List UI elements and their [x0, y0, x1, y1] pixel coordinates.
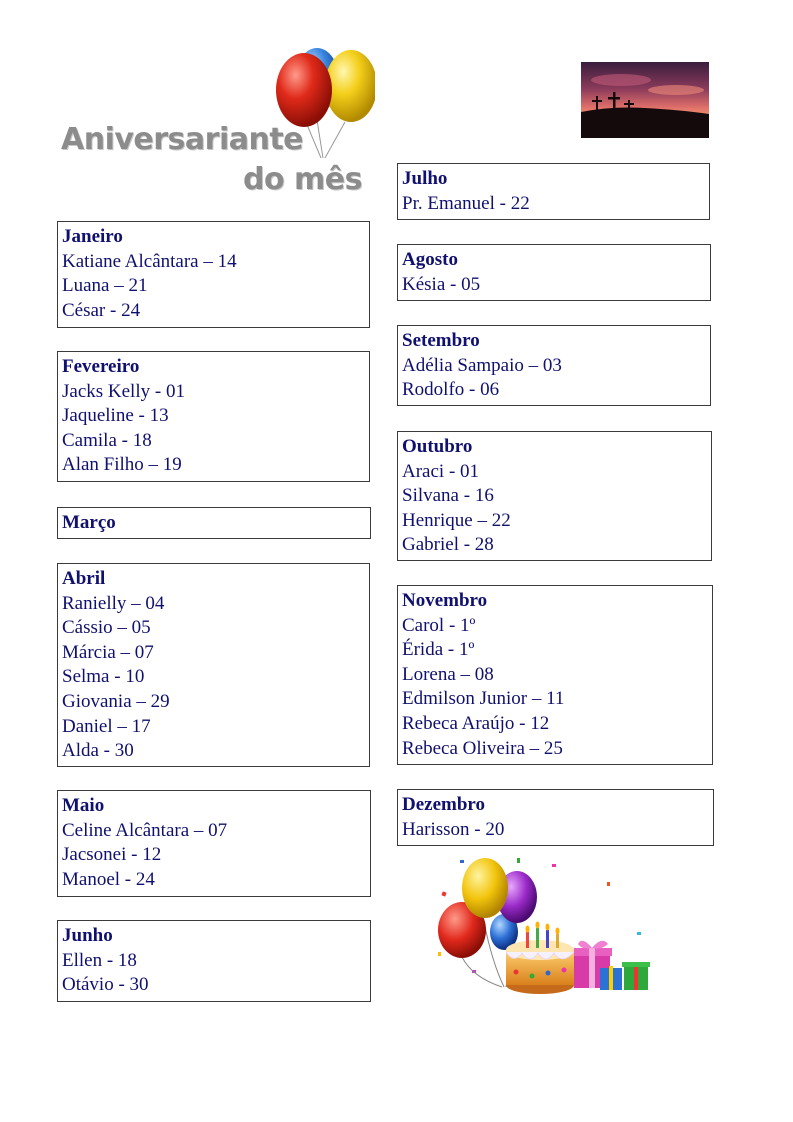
crosses-sunset-image: [581, 62, 709, 138]
month-title: Novembro: [402, 590, 488, 611]
birthday-entry: Giovania – 29: [62, 690, 170, 712]
birthday-entry: Daniel – 17: [62, 715, 151, 737]
birthday-entry: Silvana - 16: [402, 485, 494, 507]
crosses-sunset-icon: [581, 62, 709, 138]
month-title: Maio: [62, 795, 105, 816]
month-title: Janeiro: [62, 226, 123, 247]
birthday-entry: Selma - 10: [62, 666, 145, 688]
birthday-entry: Jacks Kelly - 01: [62, 380, 185, 402]
birthday-entry: Késia - 05: [402, 273, 481, 295]
birthday-cake-icon: [432, 852, 657, 1002]
title-line2: do mês: [243, 162, 362, 197]
month-box-julho: [397, 163, 710, 220]
birthday-entry: Edmilson Junior – 11: [402, 688, 565, 710]
month-box-agosto: [397, 244, 711, 301]
birthday-entry: César - 24: [62, 299, 141, 321]
month-box-abril: [57, 563, 370, 767]
month-title: Dezembro: [402, 794, 486, 815]
birthday-entry: Harisson - 20: [402, 818, 505, 840]
birthday-entry: Jaqueline - 13: [62, 405, 169, 427]
month-box-novembro: [397, 585, 713, 765]
month-title: Setembro: [402, 330, 480, 351]
birthday-entry: Otávio - 30: [62, 974, 149, 996]
birthday-entry: Alan Filho – 19: [62, 454, 182, 476]
birthday-entry: Ellen - 18: [62, 949, 137, 971]
title-graphic: [55, 40, 375, 210]
birthday-entry: Manoel - 24: [62, 868, 155, 890]
month-box-setembro: [397, 325, 711, 406]
birthday-entry: Rebeca Araújo - 12: [402, 712, 550, 734]
month-title: Outubro: [402, 436, 473, 457]
month-box-janeiro: [57, 221, 370, 328]
birthday-entry: Pr. Emanuel - 22: [402, 192, 530, 214]
birthday-entry: Araci - 01: [402, 460, 480, 482]
birthday-entry: Ranielly – 04: [62, 592, 165, 614]
month-title: Abril: [62, 568, 106, 589]
birthday-entry: Gabriel - 28: [402, 534, 494, 556]
birthday-entry: Rodolfo - 06: [402, 379, 500, 401]
month-title: Junho: [62, 925, 113, 946]
month-title: Julho: [402, 168, 448, 189]
month-box-outubro: [397, 431, 712, 561]
birthday-entry: Katiane Alcântara – 14: [62, 250, 237, 272]
month-box-fevereiro: [57, 351, 370, 482]
birthday-entry: Érida - 1º: [402, 639, 475, 661]
title-line1: Aniversariante: [61, 122, 304, 157]
birthday-entry: Rebeca Oliveira – 25: [402, 737, 563, 759]
birthday-entry: Jacsonei - 12: [62, 844, 162, 866]
month-title: Fevereiro: [62, 356, 140, 377]
birthday-entry: Celine Alcântara – 07: [62, 819, 228, 841]
birthday-entry: Márcia – 07: [62, 641, 154, 663]
birthday-entry: Cássio – 05: [62, 617, 151, 639]
birthday-entry: Henrique – 22: [402, 509, 511, 531]
month-title: Agosto: [402, 249, 458, 270]
month-title: Março: [62, 512, 116, 533]
birthday-clipart: [432, 852, 657, 1002]
month-box-marco: [57, 507, 371, 539]
birthday-entry: Camila - 18: [62, 429, 152, 451]
month-box-maio: [57, 790, 371, 897]
birthday-entry: Lorena – 08: [402, 663, 494, 685]
month-box-dezembro: [397, 789, 714, 846]
birthday-entry: Carol - 1º: [402, 614, 476, 636]
birthday-entry: Luana – 21: [62, 275, 148, 297]
month-box-junho: [57, 920, 371, 1002]
birthday-entry: Adélia Sampaio – 03: [402, 354, 562, 376]
birthday-entry: Alda - 30: [62, 740, 134, 762]
